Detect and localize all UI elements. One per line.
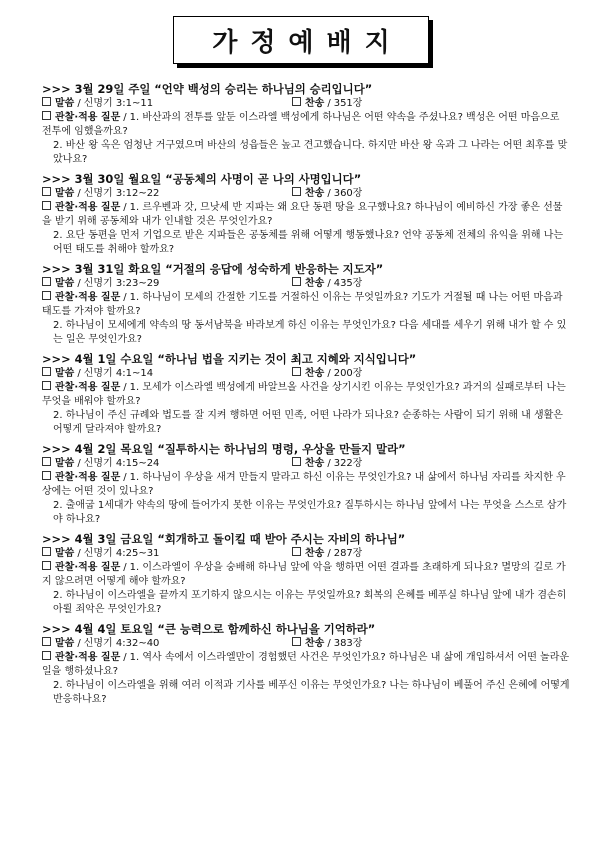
hymn-cell — [292, 97, 362, 111]
reading-row — [42, 277, 572, 291]
hymn-cell — [292, 367, 362, 381]
scripture-label: 말씀 — [55, 98, 75, 109]
scripture-label: 말씀 — [55, 278, 75, 289]
day-block — [42, 82, 572, 167]
question-2-text: 2. 출애굽 1세대가 약속의 땅에 들어가지 못한 이유는 무엇인가요? 질투하시는 하나님 앞에서 나는 무엇을 스스로 삼가야 하나요? — [53, 500, 567, 525]
question-2 — [53, 589, 572, 617]
hymn-label: 찬송 — [305, 368, 325, 379]
question-1-text: 1. 바산과의 전투를 앞둔 이스라엘 백성에게 하나님은 어떤 약속을 주셨나요? 백성은 어떤 마음으로 전투에 임했을까요? — [42, 112, 560, 137]
divider-slash: / — [77, 458, 81, 469]
scripture-cell — [42, 457, 292, 471]
question-2-text: 2. 요단 동편을 먼저 기업으로 받은 지파들은 공동체를 위해 어떻게 행동했나요? 언약 공동체 전체의 유익을 위해 나는 어떤 태도를 취해야 할까요? — [53, 230, 564, 255]
question-1 — [42, 201, 572, 229]
scripture-label: 말씀 — [55, 458, 75, 469]
divider-slash: / — [327, 548, 331, 559]
hymn-label: 찬송 — [305, 548, 325, 559]
hymn-ref: 351장 — [333, 98, 363, 109]
scripture-label: 말씀 — [55, 368, 75, 379]
divider-slash: / — [123, 382, 127, 393]
question-2-text: 2. 하나님이 주신 규례와 법도를 잘 지켜 행하면 어떤 민족, 어떤 나라가 되나요? 순종하는 사람이 되기 위해 내 생활은 어떻게 달라져야 할까요? — [53, 410, 563, 435]
question-1 — [42, 111, 572, 139]
day-header: >>> 4월 2일 목요일 “질투하시는 하나님의 명령, 우상을 만들지 말라” — [42, 442, 406, 456]
scripture-ref: 신명기 3:12~22 — [83, 188, 160, 199]
question-label: 관찰·적용 질문 — [55, 562, 121, 573]
reading-row — [42, 97, 572, 111]
checkbox-icon[interactable] — [42, 637, 51, 646]
divider-slash: / — [123, 562, 127, 573]
divider-slash: / — [123, 652, 127, 663]
hymn-label: 찬송 — [305, 98, 325, 109]
scripture-cell — [42, 277, 292, 291]
day-block — [42, 172, 572, 257]
divider-slash: / — [327, 458, 331, 469]
checkbox-icon[interactable] — [42, 277, 51, 286]
scripture-ref: 신명기 4:25~31 — [83, 548, 160, 559]
day-header: >>> 4월 1일 수요일 “하나님 법을 지키는 것이 최고 지혜와 지식입니다” — [42, 352, 417, 366]
day-header: >>> 4월 3일 금요일 “회개하고 돌이킬 때 받아 주시는 자비의 하나님” — [42, 532, 406, 546]
day-block — [42, 262, 572, 347]
scripture-label: 말씀 — [55, 638, 75, 649]
checkbox-icon[interactable] — [292, 457, 301, 466]
checkbox-icon[interactable] — [42, 97, 51, 106]
question-2-text: 2. 하나님이 모세에게 약속의 땅 동서남북을 바라보게 하신 이유는 무엇인가요? 다음 세대를 세우기 위해 내가 할 수 있는 일은 무엇인가요? — [53, 320, 567, 345]
question-1-text: 1. 역사 속에서 이스라엘만이 경험했던 사건은 무엇인가요? 하나님은 내 삶에 개입하셔서 어떤 놀라운 일을 행하셨나요? — [42, 652, 570, 677]
checkbox-icon[interactable] — [42, 471, 51, 480]
hymn-cell — [292, 547, 362, 561]
hymn-label: 찬송 — [305, 278, 325, 289]
checkbox-icon[interactable] — [292, 187, 301, 196]
scripture-cell — [42, 367, 292, 381]
page-title: 가정예배지 — [212, 27, 403, 58]
day-block — [42, 442, 572, 527]
reading-row — [42, 637, 572, 651]
hymn-cell — [292, 277, 362, 291]
question-2 — [53, 139, 572, 167]
divider-slash: / — [77, 368, 81, 379]
checkbox-icon[interactable] — [292, 367, 301, 376]
scripture-cell — [42, 637, 292, 651]
hymn-cell — [292, 457, 362, 471]
question-1 — [42, 471, 572, 499]
hymn-label: 찬송 — [305, 188, 325, 199]
reading-row — [42, 457, 572, 471]
hymn-ref: 200장 — [333, 368, 363, 379]
question-1 — [42, 561, 572, 589]
divider-slash: / — [123, 472, 127, 483]
day-header: >>> 4월 4일 토요일 “큰 능력으로 함께하신 하나님을 기억하라” — [42, 622, 376, 636]
divider-slash: / — [327, 638, 331, 649]
day-header: >>> 3월 31일 화요일 “거절의 응답에 성숙하게 반응하는 지도자” — [42, 262, 384, 276]
day-block — [42, 622, 572, 707]
scripture-cell — [42, 187, 292, 201]
question-1-text: 1. 모세가 이스라엘 백성에게 바알브올 사건을 상기시킨 이유는 무엇인가요? 과거의 실패로부터 나는 무엇을 배워야 할까요? — [42, 382, 566, 407]
checkbox-icon[interactable] — [292, 277, 301, 286]
checkbox-icon[interactable] — [42, 291, 51, 300]
day-header: >>> 3월 30일 월요일 “공동체의 사명이 곧 나의 사명입니다” — [42, 172, 362, 186]
scripture-label: 말씀 — [55, 548, 75, 559]
checkbox-icon[interactable] — [42, 187, 51, 196]
checkbox-icon[interactable] — [42, 457, 51, 466]
question-1-text: 1. 하나님이 우상을 새겨 만들지 말라고 하신 이유는 무엇인가요? 내 삶에서 하나님 자리를 차지한 우상에는 어떤 것이 있나요? — [42, 472, 566, 497]
hymn-cell — [292, 637, 362, 651]
scripture-ref: 신명기 4:15~24 — [83, 458, 160, 469]
day-list — [42, 82, 572, 712]
checkbox-icon[interactable] — [42, 547, 51, 556]
divider-slash: / — [77, 188, 81, 199]
checkbox-icon[interactable] — [42, 367, 51, 376]
divider-slash: / — [327, 278, 331, 289]
checkbox-icon[interactable] — [292, 547, 301, 556]
question-2 — [53, 409, 572, 437]
hymn-label: 찬송 — [305, 638, 325, 649]
scripture-cell — [42, 547, 292, 561]
scripture-label: 말씀 — [55, 188, 75, 199]
question-1 — [42, 381, 572, 409]
question-2-text: 2. 하나님이 이스라엘을 위해 여러 이적과 기사를 베푸신 이유는 무엇인가요? 나는 하나님이 베풀어 주신 은혜에 어떻게 반응하나요? — [53, 680, 570, 705]
hymn-cell — [292, 187, 362, 201]
divider-slash: / — [77, 98, 81, 109]
hymn-ref: 435장 — [333, 278, 363, 289]
reading-row — [42, 367, 572, 381]
day-header: >>> 3월 29일 주일 “언약 백성의 승리는 하나님의 승리입니다” — [42, 82, 373, 96]
checkbox-icon[interactable] — [42, 651, 51, 660]
scripture-ref: 신명기 4:32~40 — [83, 638, 160, 649]
question-1 — [42, 651, 572, 679]
checkbox-icon[interactable] — [42, 381, 51, 390]
divider-slash: / — [327, 368, 331, 379]
scripture-ref: 신명기 3:1~11 — [83, 98, 154, 109]
checkbox-icon[interactable] — [42, 201, 51, 210]
checkbox-icon[interactable] — [292, 637, 301, 646]
question-1 — [42, 291, 572, 319]
checkbox-icon[interactable] — [292, 97, 301, 106]
question-1-text: 1. 르우벤과 갓, 므낫세 반 지파는 왜 요단 동편 땅을 요구했나요? 하나님이 예비하신 가장 좋은 선물을 받기 위해 공동체와 내가 인내할 것은 무엇인가요? — [42, 202, 563, 227]
divider-slash: / — [123, 292, 127, 303]
reading-row — [42, 547, 572, 561]
divider-slash: / — [123, 112, 127, 123]
divider-slash: / — [77, 278, 81, 289]
scripture-ref: 신명기 3:23~29 — [83, 278, 160, 289]
day-block — [42, 352, 572, 437]
day-block — [42, 532, 572, 617]
question-label: 관찰·적용 질문 — [55, 112, 121, 123]
question-label: 관찰·적용 질문 — [55, 382, 121, 393]
question-1-text: 1. 이스라엘이 우상을 숭배해 하나님 앞에 악을 행하면 어떤 결과를 초래하게 되나요? 멸망의 길로 가지 않으려면 어떻게 해야 할까요? — [42, 562, 566, 587]
hymn-ref: 322장 — [333, 458, 363, 469]
hymn-label: 찬송 — [305, 458, 325, 469]
scripture-ref: 신명기 4:1~14 — [83, 368, 154, 379]
question-label: 관찰·적용 질문 — [55, 472, 121, 483]
question-label: 관찰·적용 질문 — [55, 652, 121, 663]
divider-slash: / — [327, 98, 331, 109]
question-2 — [53, 319, 572, 347]
divider-slash: / — [123, 202, 127, 213]
question-label: 관찰·적용 질문 — [55, 292, 121, 303]
hymn-ref: 383장 — [333, 638, 363, 649]
question-2 — [53, 229, 572, 257]
reading-row — [42, 187, 572, 201]
hymn-ref: 287장 — [333, 548, 363, 559]
question-2 — [53, 679, 572, 707]
divider-slash: / — [327, 188, 331, 199]
divider-slash: / — [77, 548, 81, 559]
question-2-text: 2. 하나님이 이스라엘을 끝까지 포기하지 않으시는 이유는 무엇일까요? 회복의 은혜를 베푸실 하나님 앞에 내가 겸손히 아뢸 죄악은 무엇인가요? — [53, 590, 567, 615]
question-1-text: 1. 하나님이 모세의 간절한 기도를 거절하신 이유는 무엇일까요? 기도가 거절될 때 나는 어떤 마음과 태도를 가져야 할까요? — [42, 292, 563, 317]
question-2 — [53, 499, 572, 527]
hymn-ref: 360장 — [333, 188, 363, 199]
divider-slash: / — [77, 638, 81, 649]
question-label: 관찰·적용 질문 — [55, 202, 121, 213]
scripture-cell — [42, 97, 292, 111]
checkbox-icon[interactable] — [42, 561, 51, 570]
title-box — [173, 16, 429, 64]
checkbox-icon[interactable] — [42, 111, 51, 120]
question-2-text: 2. 바산 왕 옥은 엄청난 거구였으며 바산의 성읍들은 높고 견고했습니다. 하지만 바산 왕 옥과 그 나라는 어떤 최후를 맞았나요? — [53, 140, 568, 165]
